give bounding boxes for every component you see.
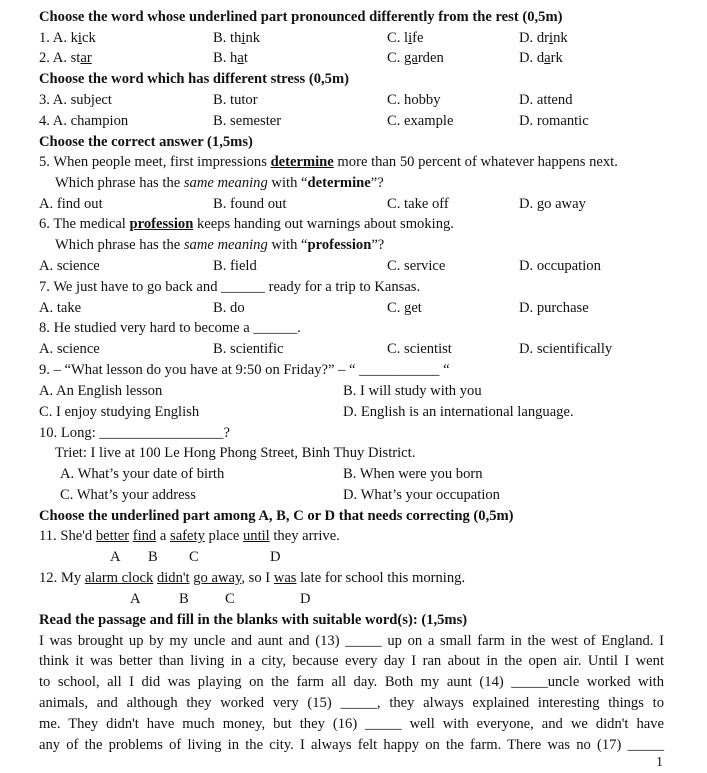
question-5-sub: Which phrase has the same meaning with “determine”? (55, 175, 384, 191)
q1-option-d: D. drink (519, 30, 568, 46)
question-4 (0, 111, 707, 131)
q9-option-a: A. An English lesson (39, 383, 163, 399)
question-5-options (0, 194, 707, 214)
q12-letter-c: C (225, 591, 235, 607)
q12-letter-a: A (130, 591, 141, 607)
q2-option-d: D. dark (519, 50, 563, 66)
q3-option-b: B. tutor (213, 92, 258, 108)
q10-option-d: D. What’s your occupation (343, 487, 500, 503)
question-7-stem: 7. We just have to go back and ______ ready for a trip to Kansas. (39, 279, 421, 295)
question-11-stem: 11. She'd better find a safety place until they arrive. (39, 528, 340, 544)
question-7-options (0, 298, 707, 318)
question-6-options (0, 256, 707, 276)
passage-line: any of the problems of living in the city. I always felt happy on the farm. There was no (17) _____ (39, 737, 664, 753)
q8-option-b: B. scientific (213, 341, 284, 357)
q11-letter-b: B (148, 549, 158, 565)
question-10-stem: 10. Long: _________________? (39, 425, 230, 441)
q6-option-c: C. service (387, 258, 446, 274)
question-10-options-row2 (0, 485, 707, 505)
passage-line: animals, and although they worked very (15) _____, they always explained interesting things to (39, 695, 664, 711)
q4-option-b: B. semester (213, 113, 282, 129)
question-10-options-row1 (0, 464, 707, 484)
q9-option-b: B. I will study with you (343, 383, 482, 399)
question-2 (0, 48, 707, 68)
question-6-sub: Which phrase has the same meaning with “profession”? (55, 237, 385, 253)
q7-option-c: C. get (387, 300, 422, 316)
q1-option-b: B. think (213, 30, 261, 46)
passage-line: to school, all I did was playing on the farm all day. Both my aunt (14) _____uncle worked with (39, 674, 664, 690)
page-number: 1 (656, 755, 663, 770)
q10-option-b: B. When were you born (343, 466, 483, 482)
q6-option-b: B. field (213, 258, 257, 274)
q4-option-a: 4. A. champion (39, 113, 129, 129)
q4-option-d: D. romantic (519, 113, 589, 129)
q5-option-a: A. find out (39, 196, 103, 212)
question-12-letters (0, 589, 707, 609)
question-11-letters (0, 547, 707, 567)
q10-option-c: C. What’s your address (60, 487, 196, 503)
q3-option-d: D. attend (519, 92, 573, 108)
q11-letter-a: A (110, 549, 121, 565)
q8-option-a: A. science (39, 341, 100, 357)
question-9-stem: 9. – “What lesson do you have at 9:50 on Friday?” – “ ___________ “ (39, 362, 450, 378)
question-5-stem: 5. When people meet, first impressions determine more than 50 percent of whatever happens next. (39, 154, 618, 170)
q12-letter-b: B (179, 591, 189, 607)
q8-option-d: D. scientifically (519, 341, 613, 357)
q6-option-d: D. occupation (519, 258, 601, 274)
q1-option-a: 1. A. kick (39, 30, 96, 46)
passage-line: me. They didn't have much money, but they (16) _____ well with everyone, and we didn't have (39, 716, 664, 732)
stress-heading: Choose the word which has different stress (0,5m) (39, 71, 349, 87)
q2-option-b: B. hat (213, 50, 248, 66)
passage-line: I was brought up by my uncle and aunt and (13) _____ up on a small farm in the west of England. I (39, 633, 664, 649)
question-6-stem: 6. The medical profession keeps handing out warnings about smoking. (39, 216, 454, 232)
q1-option-c: C. life (387, 30, 424, 46)
question-9-options-row1 (0, 381, 707, 401)
q10-option-a: A. What’s your date of birth (60, 466, 225, 482)
question-8-options (0, 339, 707, 359)
q7-option-a: A. take (39, 300, 82, 316)
passage-line: think it was better than living in a city, because every day I ran about in the open air. Until I went (39, 653, 664, 669)
passage-heading: Read the passage and fill in the blanks with suitable word(s): (1,5ms) (39, 612, 468, 628)
question-1 (0, 28, 707, 48)
q9-option-d: D. English is an international language. (343, 404, 574, 420)
q5-option-b: B. found out (213, 196, 287, 212)
correct-answer-heading: Choose the correct answer (1,5ms) (39, 134, 253, 150)
question-10-dialogue: Triet: I live at 100 Le Hong Phong Street, Binh Thuy District. (55, 445, 416, 461)
question-12-stem: 12. My alarm clock didn't go away, so I was late for school this morning. (39, 570, 466, 586)
question-3 (0, 90, 707, 110)
question-8-stem: 8. He studied very hard to become a ______. (39, 320, 301, 336)
q2-option-c: C. garden (387, 50, 444, 66)
q6-option-a: A. science (39, 258, 100, 274)
q7-option-d: D. purchase (519, 300, 589, 316)
q5-option-c: C. take off (387, 196, 449, 212)
q2-option-a: 2. A. star (39, 50, 92, 66)
q7-option-b: B. do (213, 300, 245, 316)
pronunciation-heading: Choose the word whose underlined part pronounced differently from the rest (0,5m) (39, 9, 563, 25)
error-heading: Choose the underlined part among A, B, C or D that needs correcting (0,5m) (39, 508, 514, 524)
q3-option-a: 3. A. subject (39, 92, 112, 108)
q11-letter-c: C (189, 549, 199, 565)
q9-option-c: C. I enjoy studying English (39, 404, 200, 420)
q8-option-c: C. scientist (387, 341, 452, 357)
question-9-options-row2 (0, 402, 707, 422)
q11-letter-d: D (270, 549, 281, 565)
q4-option-c: C. example (387, 113, 454, 129)
q5-option-d: D. go away (519, 196, 586, 212)
q3-option-c: C. hobby (387, 92, 441, 108)
q12-letter-d: D (300, 591, 311, 607)
